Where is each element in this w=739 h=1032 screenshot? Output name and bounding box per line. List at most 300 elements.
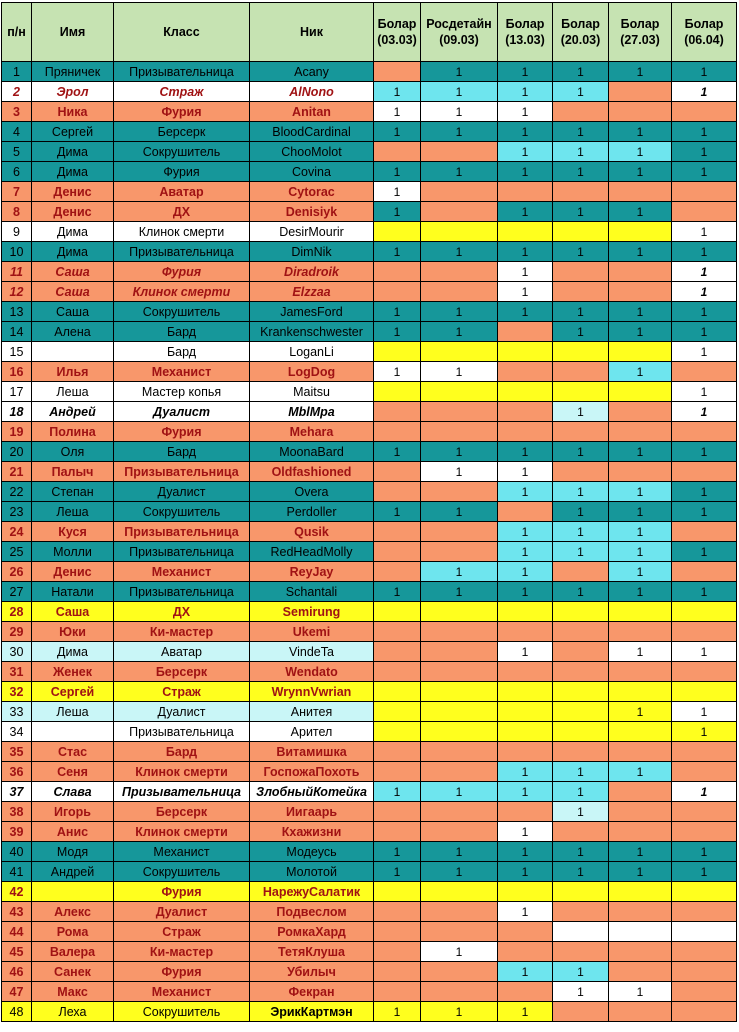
player-name: Андрей <box>32 402 114 422</box>
player-nick: Убилыч <box>250 962 374 982</box>
attendance-cell <box>374 342 421 362</box>
player-class: Дуалист <box>114 482 250 502</box>
player-nick: LoganLi <box>250 342 374 362</box>
attendance-cell <box>498 662 553 682</box>
row-number: 34 <box>2 722 32 742</box>
attendance-cell <box>374 282 421 302</box>
player-class: Клинок смерти <box>114 762 250 782</box>
attendance-cell: 1 <box>672 542 737 562</box>
row-number: 36 <box>2 762 32 782</box>
attendance-cell <box>553 682 609 702</box>
player-nick: LogDog <box>250 362 374 382</box>
row-number: 17 <box>2 382 32 402</box>
player-nick: MoonaBard <box>250 442 374 462</box>
attendance-cell <box>553 222 609 242</box>
table-row <box>2 942 737 962</box>
attendance-cell <box>374 822 421 842</box>
player-nick: Молотой <box>250 862 374 882</box>
attendance-table <box>1 2 737 1022</box>
row-number: 38 <box>2 802 32 822</box>
attendance-cell: 1 <box>672 702 737 722</box>
table-row <box>2 242 737 262</box>
table-row <box>2 62 737 82</box>
row-number: 25 <box>2 542 32 562</box>
attendance-cell: 1 <box>421 242 498 262</box>
attendance-cell: 1 <box>498 862 553 882</box>
table-row <box>2 122 737 142</box>
table-row <box>2 302 737 322</box>
attendance-cell: 1 <box>672 242 737 262</box>
attendance-cell <box>421 722 498 742</box>
attendance-cell <box>498 342 553 362</box>
player-nick: DesirMourir <box>250 222 374 242</box>
attendance-cell <box>498 402 553 422</box>
player-nick: Иигаарь <box>250 802 374 822</box>
attendance-cell: 1 <box>553 982 609 1002</box>
player-nick: RedHeadMolly <box>250 542 374 562</box>
attendance-cell: 1 <box>421 442 498 462</box>
attendance-cell: 1 <box>498 902 553 922</box>
player-name: Эрол <box>32 82 114 102</box>
attendance-cell <box>672 882 737 902</box>
player-class: Фурия <box>114 962 250 982</box>
player-name: Молли <box>32 542 114 562</box>
attendance-cell <box>609 282 672 302</box>
table-row <box>2 702 737 722</box>
attendance-cell <box>498 702 553 722</box>
attendance-cell <box>421 902 498 922</box>
player-class: Берсерк <box>114 122 250 142</box>
attendance-cell: 1 <box>553 802 609 822</box>
attendance-cell <box>498 382 553 402</box>
player-name: Натали <box>32 582 114 602</box>
attendance-cell: 1 <box>374 842 421 862</box>
table-row <box>2 102 737 122</box>
player-nick: DimNik <box>250 242 374 262</box>
attendance-cell: 1 <box>421 862 498 882</box>
player-nick: Oldfashioned <box>250 462 374 482</box>
player-name: Слава <box>32 782 114 802</box>
attendance-cell <box>374 962 421 982</box>
attendance-cell: 1 <box>421 62 498 82</box>
attendance-cell: 1 <box>553 542 609 562</box>
row-number: 10 <box>2 242 32 262</box>
player-name <box>32 882 114 902</box>
player-name: Дима <box>32 142 114 162</box>
attendance-cell <box>374 522 421 542</box>
attendance-cell <box>553 562 609 582</box>
attendance-cell <box>421 962 498 982</box>
attendance-cell <box>672 622 737 642</box>
attendance-cell <box>553 102 609 122</box>
attendance-cell: 1 <box>609 62 672 82</box>
attendance-cell: 1 <box>553 482 609 502</box>
attendance-cell <box>374 682 421 702</box>
player-nick: Фекран <box>250 982 374 1002</box>
attendance-cell <box>421 982 498 1002</box>
attendance-cell <box>374 762 421 782</box>
table-row <box>2 542 737 562</box>
attendance-cell: 1 <box>374 362 421 382</box>
player-name: Санек <box>32 962 114 982</box>
attendance-cell <box>374 982 421 1002</box>
attendance-cell: 1 <box>498 542 553 562</box>
row-number: 47 <box>2 982 32 1002</box>
attendance-cell <box>609 682 672 702</box>
header-cell-event: Болар (27.03) <box>609 3 672 62</box>
attendance-cell <box>374 142 421 162</box>
attendance-cell <box>553 742 609 762</box>
row-number: 9 <box>2 222 32 242</box>
attendance-cell <box>553 642 609 662</box>
row-number: 16 <box>2 362 32 382</box>
player-name: Рома <box>32 922 114 942</box>
attendance-cell: 1 <box>553 62 609 82</box>
player-name: Женек <box>32 662 114 682</box>
attendance-cell <box>672 562 737 582</box>
attendance-cell: 1 <box>553 522 609 542</box>
table-row <box>2 222 737 242</box>
player-class: Призывательница <box>114 242 250 262</box>
table-row <box>2 282 737 302</box>
player-class: Призывательница <box>114 462 250 482</box>
header-cell-event: Болар (20.03) <box>553 3 609 62</box>
attendance-cell <box>609 342 672 362</box>
attendance-cell <box>672 522 737 542</box>
player-class: Призывательница <box>114 522 250 542</box>
attendance-cell <box>609 422 672 442</box>
table-row <box>2 342 737 362</box>
player-nick: Krankenschwester <box>250 322 374 342</box>
player-nick: Арител <box>250 722 374 742</box>
attendance-cell <box>421 702 498 722</box>
attendance-cell: 1 <box>498 122 553 142</box>
player-class: Ки-мастер <box>114 622 250 642</box>
attendance-cell: 1 <box>374 862 421 882</box>
attendance-cell: 1 <box>498 142 553 162</box>
row-number: 3 <box>2 102 32 122</box>
player-class: Бард <box>114 342 250 362</box>
player-class: Сокрушитель <box>114 302 250 322</box>
player-name: Сеня <box>32 762 114 782</box>
player-nick: Maitsu <box>250 382 374 402</box>
player-name: Макс <box>32 982 114 1002</box>
player-nick: Wendato <box>250 662 374 682</box>
player-name: Юки <box>32 622 114 642</box>
attendance-cell: 1 <box>672 482 737 502</box>
attendance-cell: 1 <box>553 142 609 162</box>
player-class: Сокрушитель <box>114 502 250 522</box>
attendance-cell: 1 <box>421 1002 498 1022</box>
player-nick: Diradroik <box>250 262 374 282</box>
attendance-cell: 1 <box>421 82 498 102</box>
row-number: 40 <box>2 842 32 862</box>
header-cell-event: Болар (06.04) <box>672 3 737 62</box>
row-number: 28 <box>2 602 32 622</box>
player-name: Сергей <box>32 122 114 142</box>
attendance-cell <box>672 602 737 622</box>
table-row <box>2 842 737 862</box>
attendance-cell <box>374 802 421 822</box>
player-name: Дима <box>32 162 114 182</box>
attendance-cell <box>553 602 609 622</box>
attendance-cell: 1 <box>672 322 737 342</box>
player-nick: WrynnVwrian <box>250 682 374 702</box>
player-nick: BloodCardinal <box>250 122 374 142</box>
attendance-cell <box>421 262 498 282</box>
attendance-cell: 1 <box>553 302 609 322</box>
attendance-cell: 1 <box>498 962 553 982</box>
attendance-cell: 1 <box>498 242 553 262</box>
player-nick: Анитея <box>250 702 374 722</box>
attendance-cell <box>498 882 553 902</box>
attendance-cell: 1 <box>498 162 553 182</box>
row-number: 11 <box>2 262 32 282</box>
row-number: 26 <box>2 562 32 582</box>
attendance-cell <box>672 182 737 202</box>
table-row <box>2 662 737 682</box>
player-name: Леша <box>32 702 114 722</box>
attendance-cell <box>553 382 609 402</box>
attendance-cell: 1 <box>421 322 498 342</box>
attendance-cell: 1 <box>374 102 421 122</box>
attendance-cell <box>609 882 672 902</box>
player-nick: Mehara <box>250 422 374 442</box>
attendance-cell: 1 <box>374 202 421 222</box>
player-class: Берсерк <box>114 802 250 822</box>
player-class: Механист <box>114 562 250 582</box>
player-class: Фурия <box>114 882 250 902</box>
table-row <box>2 722 737 742</box>
attendance-cell: 1 <box>609 582 672 602</box>
attendance-cell: 1 <box>498 522 553 542</box>
row-number: 13 <box>2 302 32 322</box>
attendance-cell <box>421 282 498 302</box>
attendance-cell <box>374 222 421 242</box>
attendance-cell: 1 <box>498 762 553 782</box>
attendance-cell <box>609 662 672 682</box>
attendance-cell: 1 <box>374 442 421 462</box>
attendance-cell: 1 <box>421 562 498 582</box>
attendance-cell <box>609 182 672 202</box>
attendance-cell <box>421 202 498 222</box>
attendance-cell: 1 <box>609 322 672 342</box>
attendance-cell <box>498 182 553 202</box>
table-row <box>2 582 737 602</box>
attendance-cell <box>672 902 737 922</box>
attendance-cell: 1 <box>421 162 498 182</box>
attendance-cell: 1 <box>374 1002 421 1022</box>
attendance-cell: 1 <box>553 402 609 422</box>
attendance-cell: 1 <box>553 242 609 262</box>
row-number: 2 <box>2 82 32 102</box>
attendance-cell <box>498 622 553 642</box>
attendance-cell <box>553 722 609 742</box>
table-row <box>2 422 737 442</box>
attendance-cell <box>374 742 421 762</box>
table-row <box>2 322 737 342</box>
attendance-cell <box>498 602 553 622</box>
attendance-cell: 1 <box>672 642 737 662</box>
player-class: Мастер копья <box>114 382 250 402</box>
attendance-cell <box>672 362 737 382</box>
table-row <box>2 862 737 882</box>
player-name: Леха <box>32 1002 114 1022</box>
attendance-cell: 1 <box>672 222 737 242</box>
player-nick: Schantali <box>250 582 374 602</box>
attendance-cell <box>609 802 672 822</box>
attendance-cell <box>672 942 737 962</box>
attendance-cell <box>553 662 609 682</box>
attendance-cell: 1 <box>609 202 672 222</box>
attendance-cell <box>374 542 421 562</box>
attendance-cell <box>421 482 498 502</box>
player-class: Дуалист <box>114 402 250 422</box>
header-cell-event: Болар (13.03) <box>498 3 553 62</box>
attendance-cell: 1 <box>609 542 672 562</box>
attendance-cell <box>498 802 553 822</box>
attendance-cell <box>672 422 737 442</box>
row-number: 22 <box>2 482 32 502</box>
attendance-cell: 1 <box>374 582 421 602</box>
attendance-cell <box>374 422 421 442</box>
table-row <box>2 562 737 582</box>
attendance-cell <box>374 562 421 582</box>
attendance-cell: 1 <box>672 582 737 602</box>
attendance-cell: 1 <box>498 202 553 222</box>
attendance-cell: 1 <box>421 302 498 322</box>
player-nick: Perdoller <box>250 502 374 522</box>
player-name: Стас <box>32 742 114 762</box>
attendance-cell <box>553 922 609 942</box>
player-nick: ChooMolot <box>250 142 374 162</box>
attendance-cell: 1 <box>374 182 421 202</box>
row-number: 4 <box>2 122 32 142</box>
player-class: Клинок смерти <box>114 222 250 242</box>
player-class: Призывательница <box>114 582 250 602</box>
attendance-cell: 1 <box>609 982 672 1002</box>
attendance-cell: 1 <box>498 102 553 122</box>
player-class: Страж <box>114 682 250 702</box>
player-nick: Подвеслом <box>250 902 374 922</box>
player-name: Леша <box>32 382 114 402</box>
player-name: Оля <box>32 442 114 462</box>
attendance-cell: 1 <box>609 362 672 382</box>
row-number: 44 <box>2 922 32 942</box>
row-number: 30 <box>2 642 32 662</box>
attendance-cell: 1 <box>672 162 737 182</box>
attendance-cell: 1 <box>672 722 737 742</box>
attendance-cell <box>374 622 421 642</box>
attendance-cell: 1 <box>553 442 609 462</box>
attendance-cell: 1 <box>498 642 553 662</box>
attendance-cell <box>498 222 553 242</box>
attendance-cell: 1 <box>421 462 498 482</box>
row-number: 5 <box>2 142 32 162</box>
player-class: Сокрушитель <box>114 1002 250 1022</box>
table-row <box>2 142 737 162</box>
table-row <box>2 982 737 1002</box>
attendance-cell: 1 <box>498 262 553 282</box>
attendance-cell <box>553 262 609 282</box>
attendance-cell <box>374 942 421 962</box>
player-class: Призывательница <box>114 542 250 562</box>
attendance-cell: 1 <box>672 302 737 322</box>
attendance-cell <box>672 922 737 942</box>
attendance-cell <box>609 822 672 842</box>
attendance-cell <box>421 222 498 242</box>
attendance-cell <box>421 602 498 622</box>
player-class: Аватар <box>114 182 250 202</box>
player-class: Фурия <box>114 262 250 282</box>
player-nick: VindeTa <box>250 642 374 662</box>
attendance-cell: 1 <box>553 862 609 882</box>
attendance-cell <box>609 82 672 102</box>
player-class: Призывательница <box>114 62 250 82</box>
attendance-cell <box>374 882 421 902</box>
attendance-cell: 1 <box>609 522 672 542</box>
table-row <box>2 1002 737 1022</box>
table-row <box>2 642 737 662</box>
row-number: 23 <box>2 502 32 522</box>
attendance-cell: 1 <box>672 122 737 142</box>
attendance-cell: 1 <box>421 842 498 862</box>
attendance-cell <box>421 622 498 642</box>
attendance-cell <box>609 462 672 482</box>
player-nick: ТетяКлуша <box>250 942 374 962</box>
table-row <box>2 962 737 982</box>
attendance-cell <box>374 702 421 722</box>
attendance-cell <box>421 642 498 662</box>
row-number: 24 <box>2 522 32 542</box>
attendance-cell: 1 <box>672 82 737 102</box>
attendance-cell: 1 <box>374 82 421 102</box>
attendance-cell: 1 <box>553 842 609 862</box>
attendance-cell: 1 <box>609 762 672 782</box>
attendance-cell: 1 <box>553 502 609 522</box>
attendance-cell: 1 <box>498 482 553 502</box>
table-row <box>2 182 737 202</box>
attendance-cell: 1 <box>498 562 553 582</box>
attendance-cell <box>553 702 609 722</box>
attendance-cell <box>553 282 609 302</box>
attendance-cell <box>609 902 672 922</box>
row-number: 41 <box>2 862 32 882</box>
table-row <box>2 482 737 502</box>
table-row <box>2 362 737 382</box>
attendance-cell <box>374 922 421 942</box>
attendance-cell <box>609 622 672 642</box>
player-class: ДХ <box>114 602 250 622</box>
player-class: Сокрушитель <box>114 142 250 162</box>
attendance-cell <box>609 742 672 762</box>
player-name: Денис <box>32 202 114 222</box>
attendance-cell <box>421 142 498 162</box>
attendance-cell: 1 <box>553 762 609 782</box>
attendance-cell <box>421 662 498 682</box>
attendance-cell <box>421 822 498 842</box>
table-row <box>2 262 737 282</box>
player-nick: MblMpa <box>250 402 374 422</box>
row-number: 12 <box>2 282 32 302</box>
player-name: Полина <box>32 422 114 442</box>
attendance-cell: 1 <box>553 162 609 182</box>
row-number: 32 <box>2 682 32 702</box>
attendance-cell: 1 <box>672 502 737 522</box>
player-name: Ника <box>32 102 114 122</box>
player-name <box>32 342 114 362</box>
attendance-cell <box>672 682 737 702</box>
